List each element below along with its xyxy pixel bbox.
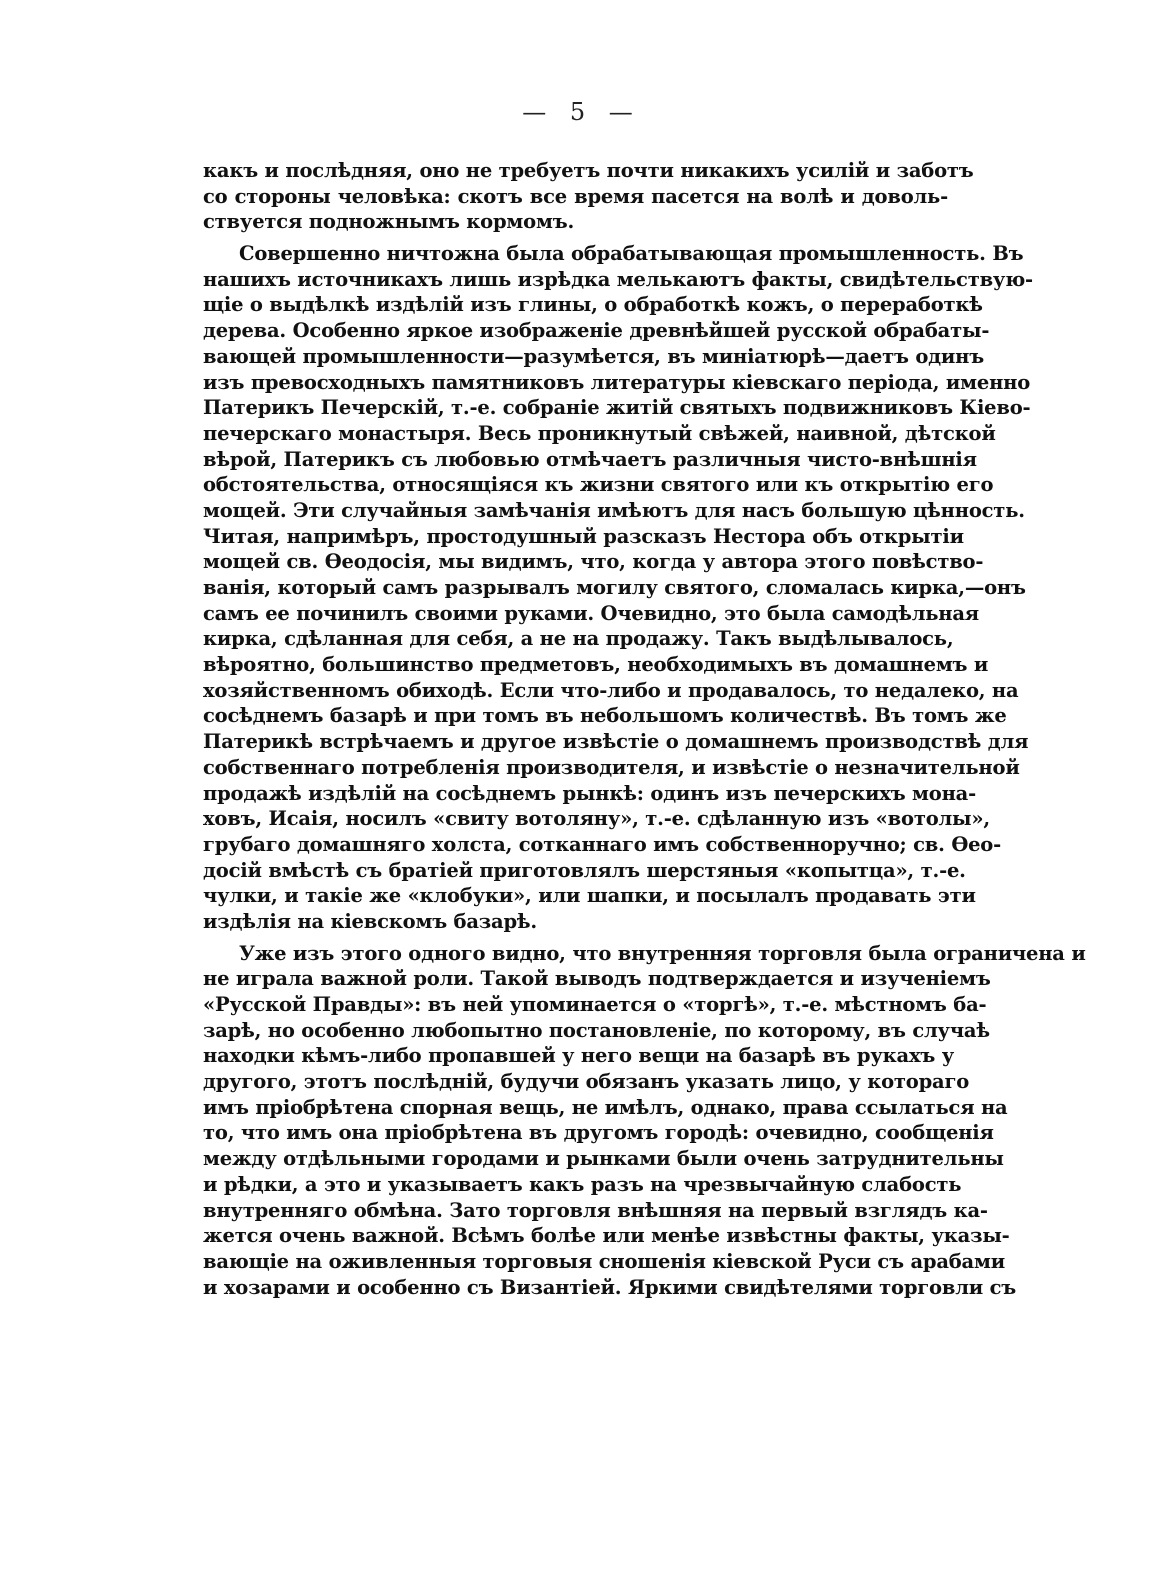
text-line: досій вмѣстѣ съ братіей приготовлялъ шерстяныя «копытца», т.-е. [203, 858, 966, 882]
text-line: изъ превосходныхъ памятниковъ литературы кіевскаго періода, именно [203, 370, 1031, 394]
text-line: то, что имъ она пріобрѣтена въ другомъ городѣ: очевидно, сообщенія [203, 1121, 994, 1145]
text-line: вѣроятно, большинство предметовъ, необходимыхъ въ домашнемъ и [203, 653, 989, 677]
text-line: самъ ее починилъ своими руками. Очевидно, это была самодѣльная [203, 601, 980, 625]
text-line: какъ и послѣдняя, оно не требуетъ почти никакихъ усилій и заботъ [203, 159, 974, 182]
text-line: печерскаго монастыря. Весь проникнутый свѣжей, наивной, дѣтской [203, 421, 996, 445]
text-line: собственнаго потребленія производителя, и извѣстіе о незначительной [203, 755, 1020, 779]
text-line: со стороны человѣка: скотъ все время пасется на волѣ и доволь- [203, 184, 948, 208]
text-line: щіе о выдѣлкѣ издѣлій изъ глины, о обработкѣ кожъ, о переработкѣ [203, 293, 983, 317]
text-line: сосѣднемъ базарѣ и при томъ въ небольшомъ количествѣ. Въ томъ же [203, 704, 1007, 728]
text-line: «Русской Правды»: въ ней упоминается о «торгѣ», т.-е. мѣстномъ ба- [203, 993, 987, 1016]
text-line: находки кѣмъ-либо пропавшей у него вещи на базарѣ въ рукахъ у [203, 1044, 954, 1068]
text-line: ствуется подножнымъ кормомъ. [203, 210, 575, 234]
text-line: мощей. Эти случайныя замѣчанія имѣютъ для насъ большую цѣнность. [203, 498, 1025, 522]
paragraph-1 [203, 158, 974, 235]
text-line: и хозарами и особенно съ Византіей. Яркими свидѣтелями торговли съ [203, 1275, 1017, 1299]
text-line: дерева. Особенно яркое изображеніе древнѣйшей русской обрабаты- [203, 319, 990, 343]
text-line: между отдѣльными городами и рынками были очень затруднительны [203, 1147, 1004, 1171]
text-line: обстоятельства, относящіяся къ жизни святого или къ открытію его [203, 473, 994, 497]
text-line: мощей св. Ѳеодосія, мы видимъ, что, когда у автора этого повѣствo- [203, 550, 984, 574]
text-line: не играла важной роли. Такой выводъ подтверждается и изученіемъ [203, 967, 991, 991]
text-line: жется очень важной. Всѣмъ болѣе или менѣе извѣстны факты, указы- [203, 1224, 1010, 1248]
body-text [203, 158, 1086, 1300]
text-line: нашихъ источникахъ лишь изрѣдка мелькаютъ факты, свидѣтельствую- [203, 267, 1033, 291]
paragraph-3 [203, 941, 1086, 1301]
text-line: чулки, и такіе же «клобуки», или шапки, и посылалъ продавать эти [203, 884, 976, 908]
text-line: и рѣдки, а это и указываетъ какъ разъ на чрезвычайную слабость [203, 1172, 962, 1196]
text-line: грубаго домашняго холста, сотканнаго имъ собственноручно; св. Ѳео- [203, 832, 1002, 856]
text-line: кирка, сдѣланная для себя, а не на продажу. Такъ выдѣлывалось, [203, 627, 954, 651]
text-line: вающей промышленности—разумѣется, въ миніатюрѣ—даетъ одинъ [203, 344, 985, 368]
text-line: Уже изъ этого одного видно, что внутренняя торговля была ограничена и [239, 941, 1086, 965]
text-line: другого, этотъ послѣдній, будучи обязанъ указать лицо, у котораго [203, 1070, 970, 1094]
text-line: продажѣ издѣлій на сосѣднемъ рынкѣ: одинъ изъ печерскихъ мона- [203, 781, 976, 805]
text-line: Патерикъ Печерскій, т.-е. собраніе житій святыхъ подвижниковъ Кіево- [203, 396, 1031, 420]
text-line: вающіе на оживленныя торговыя сношенія кіевской Руси съ арабами [203, 1249, 1005, 1273]
paragraph-2 [203, 241, 1033, 935]
text-line: Патерикѣ встрѣчаемъ и другое извѣстіе о домашнемъ производствѣ для [203, 730, 1029, 754]
text-line: вѣрой, Патерикъ съ любовью отмѣчаетъ различныя чисто-внѣшнія [203, 447, 977, 471]
text-line: ванія, который самъ разрывалъ могилу святого, сломалась кирка,—онъ [203, 576, 1026, 599]
page-number: — 5 — [522, 98, 641, 126]
text-line: зарѣ, но особенно любопытно постановленіе, по которому, въ случаѣ [203, 1018, 990, 1042]
text-line: издѣлія на кіевскомъ базарѣ. [203, 909, 538, 933]
text-line: имъ пріобрѣтена спорная вещь, не имѣлъ, однако, права ссылаться на [203, 1095, 1008, 1119]
text-line: ховъ, Исаія, носилъ «свиту вотоляну», т.-е. сдѣланную изъ «вотолы», [203, 807, 990, 831]
text-line: хозяйственномъ обиходѣ. Если что-либо и продавалось, то недалеко, на [203, 678, 1019, 702]
text-line: Совершенно ничтожна была обрабатывающая промышленность. Въ [239, 242, 1024, 266]
text-line: Читая, напримѣръ, простодушный разсказъ Нестора объ открытіи [203, 524, 964, 548]
text-line: внутренняго обмѣна. Зато торговля внѣшняя на первый взглядъ ка- [203, 1198, 988, 1222]
